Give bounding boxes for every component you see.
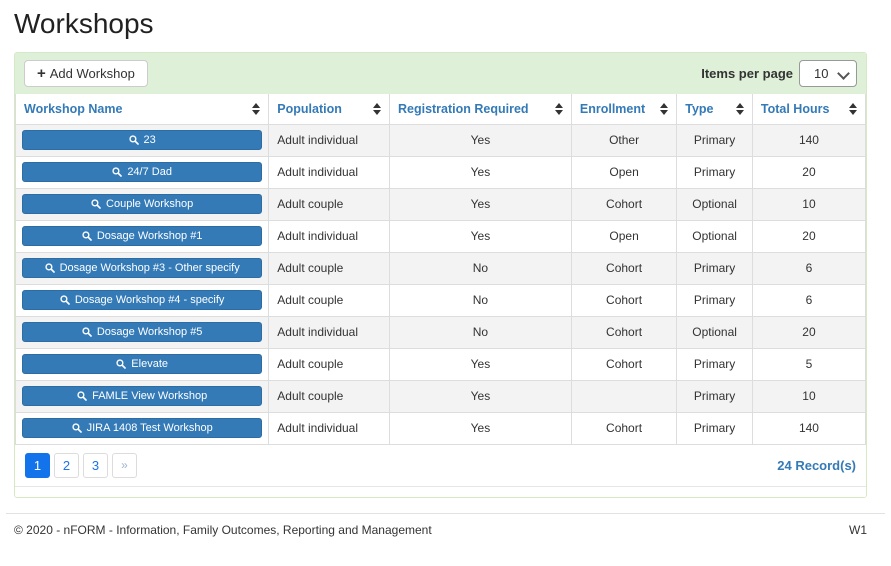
- table-row: [16, 156, 866, 188]
- table-row: [16, 220, 866, 252]
- table-row: [16, 188, 866, 220]
- table-row: [16, 412, 866, 444]
- sort-icon: [849, 103, 857, 115]
- workshop-open-button[interactable]: [22, 226, 262, 246]
- workshop-name-cell: [16, 412, 269, 444]
- registration-required-cell: Yes: [389, 348, 571, 380]
- total-hours-cell: 5: [752, 348, 865, 380]
- search-icon: [60, 295, 70, 305]
- total-hours-cell: 10: [752, 380, 865, 412]
- table-row: [16, 252, 866, 284]
- workshop-open-button[interactable]: [22, 354, 262, 374]
- type-cell: Optional: [677, 220, 753, 252]
- sort-icon: [252, 103, 260, 115]
- population-cell: Adult individual: [269, 220, 390, 252]
- workshop-name-cell: [16, 124, 269, 156]
- workshop-name-label: Couple Workshop: [106, 198, 194, 210]
- workshop-name-cell: [16, 348, 269, 380]
- search-icon: [77, 391, 87, 401]
- column-header[interactable]: [677, 94, 753, 124]
- enrollment-cell: Cohort: [571, 252, 676, 284]
- population-cell: Adult couple: [269, 252, 390, 284]
- workshop-name-label: FAMLE View Workshop: [92, 390, 208, 402]
- page-title: Workshops: [14, 8, 154, 39]
- records-count: 24 Record(s): [777, 457, 856, 473]
- search-icon: [112, 167, 122, 177]
- workshop-open-button[interactable]: [22, 290, 262, 310]
- table-header-row: [16, 94, 866, 124]
- workshop-name-label: Dosage Workshop #4 - specify: [74, 294, 225, 306]
- page-button-3[interactable]: 3: [83, 453, 108, 478]
- pagination-bar: [15, 445, 866, 487]
- workshop-name-label: Dosage Workshop #3 - Other specify: [59, 262, 240, 274]
- type-cell: Primary: [677, 412, 753, 444]
- registration-required-cell: No: [389, 252, 571, 284]
- column-header-label: Total Hours: [760, 101, 830, 116]
- table-row: [16, 124, 866, 156]
- population-cell: Adult individual: [269, 412, 390, 444]
- type-cell: Primary: [677, 284, 753, 316]
- workshop-name-cell: [16, 156, 269, 188]
- enrollment-cell: Cohort: [571, 412, 676, 444]
- type-cell: Optional: [677, 188, 753, 220]
- page-container: [0, 8, 891, 498]
- type-cell: Primary: [677, 348, 753, 380]
- workshop-name-label: 24/7 Dad: [127, 166, 172, 178]
- add-workshop-button[interactable]: [24, 60, 148, 87]
- column-header-label: Registration Required: [397, 101, 529, 116]
- column-header[interactable]: [752, 94, 865, 124]
- enrollment-cell: Other: [571, 124, 676, 156]
- enrollment-cell: Open: [571, 220, 676, 252]
- total-hours-cell: 140: [752, 412, 865, 444]
- workshop-name-cell: [16, 220, 269, 252]
- population-cell: Adult individual: [269, 316, 390, 348]
- site-footer: [0, 514, 891, 537]
- column-header[interactable]: [571, 94, 676, 124]
- search-icon: [91, 199, 101, 209]
- workshop-name-cell: [16, 188, 269, 220]
- search-icon: [129, 135, 139, 145]
- population-cell: Adult individual: [269, 124, 390, 156]
- registration-required-cell: Yes: [389, 220, 571, 252]
- workshop-name-cell: [16, 380, 269, 412]
- next-page-button[interactable]: »: [112, 453, 137, 478]
- search-icon: [72, 423, 82, 433]
- total-hours-cell: 10: [752, 188, 865, 220]
- column-header-label: Population: [277, 101, 342, 116]
- type-cell: Primary: [677, 124, 753, 156]
- workshop-name-label: JIRA 1408 Test Workshop: [86, 422, 213, 434]
- registration-required-cell: Yes: [389, 156, 571, 188]
- enrollment-cell: Cohort: [571, 316, 676, 348]
- add-workshop-label: Add Workshop: [49, 66, 135, 81]
- registration-required-cell: Yes: [389, 412, 571, 444]
- workshop-open-button[interactable]: [22, 386, 262, 406]
- total-hours-cell: 140: [752, 124, 865, 156]
- sort-icon: [373, 103, 381, 115]
- table-row: [16, 348, 866, 380]
- sort-icon: [736, 103, 744, 115]
- workshops-table: [15, 94, 866, 445]
- total-hours-cell: 6: [752, 252, 865, 284]
- workshop-name-label: Dosage Workshop #1: [96, 230, 203, 242]
- items-per-page-label: Items per page: [701, 66, 793, 81]
- search-icon: [116, 359, 126, 369]
- population-cell: Adult individual: [269, 156, 390, 188]
- column-header[interactable]: [16, 94, 269, 124]
- population-cell: Adult couple: [269, 348, 390, 380]
- workshop-open-button[interactable]: [22, 258, 262, 278]
- enrollment-cell: Open: [571, 156, 676, 188]
- type-cell: Primary: [677, 156, 753, 188]
- footer-version: W1: [849, 522, 867, 537]
- total-hours-cell: 20: [752, 316, 865, 348]
- panel-bottom-spacer: [15, 487, 866, 497]
- population-cell: Adult couple: [269, 188, 390, 220]
- column-header-label: Enrollment: [579, 101, 646, 116]
- panel-toolbar: [15, 53, 866, 94]
- sort-icon: [555, 103, 563, 115]
- workshop-name-cell: [16, 316, 269, 348]
- population-cell: Adult couple: [269, 380, 390, 412]
- workshop-open-button[interactable]: [22, 322, 262, 342]
- population-cell: Adult couple: [269, 284, 390, 316]
- items-per-page-select[interactable]: [799, 60, 857, 87]
- total-hours-cell: 6: [752, 284, 865, 316]
- column-header[interactable]: [269, 94, 390, 124]
- column-header[interactable]: [389, 94, 571, 124]
- registration-required-cell: No: [389, 316, 571, 348]
- page-button-1[interactable]: 1: [25, 453, 50, 478]
- table-row: [16, 316, 866, 348]
- sort-icon: [660, 103, 668, 115]
- column-header-label: Type: [685, 101, 714, 116]
- column-header-label: Workshop Name: [24, 101, 123, 116]
- plus-icon: +: [37, 65, 46, 82]
- workshop-name-label: Dosage Workshop #5: [96, 326, 203, 338]
- page-button-2[interactable]: 2: [54, 453, 79, 478]
- registration-required-cell: Yes: [389, 124, 571, 156]
- pagination-pages: [25, 453, 137, 478]
- workshops-panel: [14, 52, 867, 498]
- search-icon: [45, 263, 55, 273]
- workshop-open-button[interactable]: [22, 194, 262, 214]
- workshop-name-label: Elevate: [131, 358, 168, 370]
- enrollment-cell: Cohort: [571, 348, 676, 380]
- footer-copyright: © 2020 - nFORM - Information, Family Outcomes, Reporting and Management: [14, 522, 432, 537]
- registration-required-cell: No: [389, 284, 571, 316]
- workshop-open-button[interactable]: [22, 162, 262, 182]
- registration-required-cell: Yes: [389, 188, 571, 220]
- total-hours-cell: 20: [752, 220, 865, 252]
- search-icon: [82, 231, 92, 241]
- workshop-open-button[interactable]: [22, 418, 262, 438]
- items-per-page-control: [701, 60, 857, 87]
- table-row: [16, 380, 866, 412]
- workshop-open-button[interactable]: [22, 130, 262, 150]
- type-cell: Primary: [677, 380, 753, 412]
- type-cell: Primary: [677, 252, 753, 284]
- registration-required-cell: Yes: [389, 380, 571, 412]
- workshop-name-cell: [16, 284, 269, 316]
- total-hours-cell: 20: [752, 156, 865, 188]
- enrollment-cell: [571, 380, 676, 412]
- table-row: [16, 284, 866, 316]
- type-cell: Optional: [677, 316, 753, 348]
- items-per-page-select-wrap: [799, 60, 857, 87]
- workshop-name-cell: [16, 252, 269, 284]
- enrollment-cell: Cohort: [571, 188, 676, 220]
- enrollment-cell: Cohort: [571, 284, 676, 316]
- workshop-name-label: 23: [143, 134, 156, 146]
- search-icon: [82, 327, 92, 337]
